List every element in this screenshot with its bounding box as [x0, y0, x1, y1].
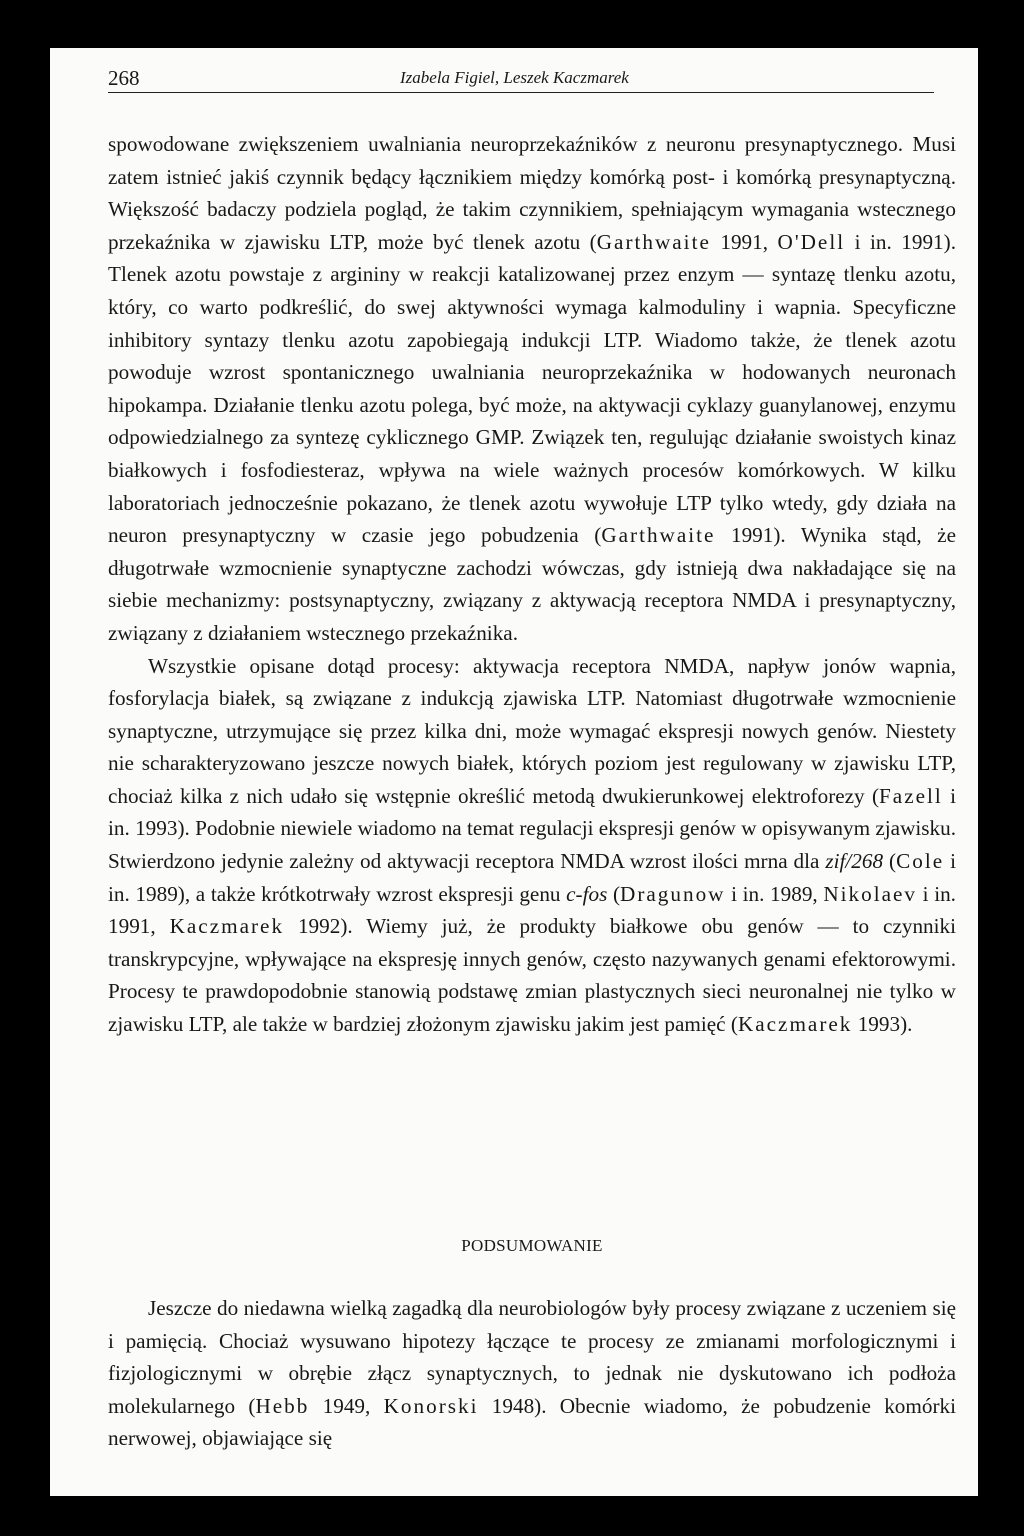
text-run: i in. 1991). Tlenek azotu powstaje z argininy w reakcji katalizowanej przez enzym — syntazę tlenku azotu, który, co warto podkreślić, do swej aktywności wymaga kalmoduliny i wapnia. Specyficzne inhibitory syntazy tlenku azotu zapobiegają indukcji LTP. Wiadomo także, że tlenek azotu powoduje wzrost spontanicznego uwalniania neuroprzekaźnika w hodowanych neuronach hipokampa. Działanie tlenku azotu polega, być może, na aktywacji cyklazy guanylanowej, enzymu odpowiedzialnego za syntezę cyklicznego GMP. Związek ten, regulując działanie swoistych kinaz białkowych i fosfodiesteraz, wpływa na wiele ważnych procesów komórkowych. W kilku laboratoriach jednocześnie pokazano, że tlenek azotu wywołuje LTP tylko wtedy, gdy działa na neuron presynaptyczny w czasie jego pobudzenia (	[108, 229, 956, 548]
citation-author: Kaczmarek	[169, 914, 285, 939]
text-run: i in. 1991,	[108, 881, 956, 939]
text-run: spowodowane zwiększeniem uwalniania neuroprzekaźników z neuronu presynaptycznego. Musi zatem istnieć jakiś czynnik będący łącznikiem między komórką post- i komórką presynaptyczną. Większość badaczy podziela pogląd, że takim czynnikiem, spełniającym wymagania wstecznego przekaźnika w zjawisku LTP, może być tlenek azotu (	[108, 132, 956, 254]
body-text	[108, 128, 956, 1041]
citation-author: O'Dell	[777, 229, 846, 254]
citation-author: Dragunow	[620, 881, 726, 906]
text-run: 1993).	[852, 1012, 913, 1037]
citation-author: Garthwaite	[601, 523, 716, 548]
text-run: i in. 1989,	[725, 881, 824, 906]
summary-text	[108, 1292, 956, 1455]
citation-author: Garthwaite	[596, 229, 711, 254]
citation-author: Hebb	[255, 1393, 310, 1418]
book-page	[50, 48, 978, 1496]
running-head	[108, 64, 934, 93]
text-run: i in. 1989), a także krótkotrwały wzrost ekspresji genu	[108, 849, 956, 906]
text-run: Wszystkie opisane dotąd procesy: aktywacja receptora NMDA, napływ jonów wapnia, fosforylacja białek, są związane z indukcją zjawiska LTP. Natomiast długotrwałe wzmocnienie synaptyczne, utrzymujące się przez kilka dni, może wymagać ekspresji nowych genów. Niestety nie scharakteryzowano jeszcze nowych białek, których poziom jest regulowany w zjawisku LTP, chociaż kilka z nich udało się wstępnie określić metodą dwukierunkowej elektroforezy (	[108, 653, 956, 808]
gene-name: zif/268	[825, 849, 884, 874]
text-run: 1948). Obecnie wiadomo, że pobudzenie komórki nerwowej, objawiające się	[108, 1393, 956, 1451]
paragraph-gene-expression	[108, 650, 956, 1041]
citation-author: Cole	[896, 849, 945, 874]
paragraph-nitric-oxide	[108, 128, 956, 650]
text-run: (	[607, 881, 621, 906]
citation-author: Fazell	[879, 783, 943, 808]
text-run: Jeszcze do niedawna wielką zagadką dla neurobiologów były procesy związane z uczeniem się i pamięcią. Chociaż wysuwano hipotezy łączące te procesy ze zmianami morfologicznymi i fizjologicznymi w obrębie złącz synaptycznych, to jednak nie dyskutowano ich podłoża molekularnego (	[108, 1296, 956, 1418]
text-run: (	[883, 849, 897, 874]
running-title-authors: Izabela Figiel, Leszek Kaczmarek	[400, 68, 629, 87]
text-run: 1949,	[309, 1393, 384, 1418]
paragraph-summary	[108, 1292, 956, 1455]
gene-name: c-fos	[566, 881, 608, 906]
citation-author: Kaczmarek	[737, 1012, 853, 1037]
section-heading: PODSUMOWANIE	[461, 1236, 603, 1255]
text-run: 1991). Wynika stąd, że długotrwałe wzmocnienie synaptyczne zachodzi wówczas, gdy istnieją dwa nakładające się na siebie mechanizmy: postsynaptyczny, związany z aktywacją receptora NMDA i presynaptyczny, związany z działaniem wstecznego przekaźnika.	[108, 523, 956, 645]
citation-author: Konorski	[383, 1393, 479, 1418]
page-number: 268	[108, 66, 140, 90]
text-run: 1991,	[710, 229, 778, 254]
citation-author: Nikolaev	[823, 881, 918, 906]
text-run: i in. 1993). Podobnie niewiele wiadomo na temat regulacji ekspresji genów w opisywanym zjawisku. Stwierdzono jedynie zależny od aktywacji receptora NMDA wzrost ilości mrna dla	[108, 783, 956, 874]
text-run: 1992). Wiemy już, że produkty białkowe obu genów — to czynniki transkrypcyjne, wpływające na ekspresję innych genów, często nazywanych genami efektorowymi. Procesy te prawdopodobnie stanowią podstawę zmian plastycznych sieci neuronalnej nie tylko w zjawisku LTP, ale także w bardziej złożonym zjawisku jakim jest pamięć (	[108, 914, 956, 1037]
